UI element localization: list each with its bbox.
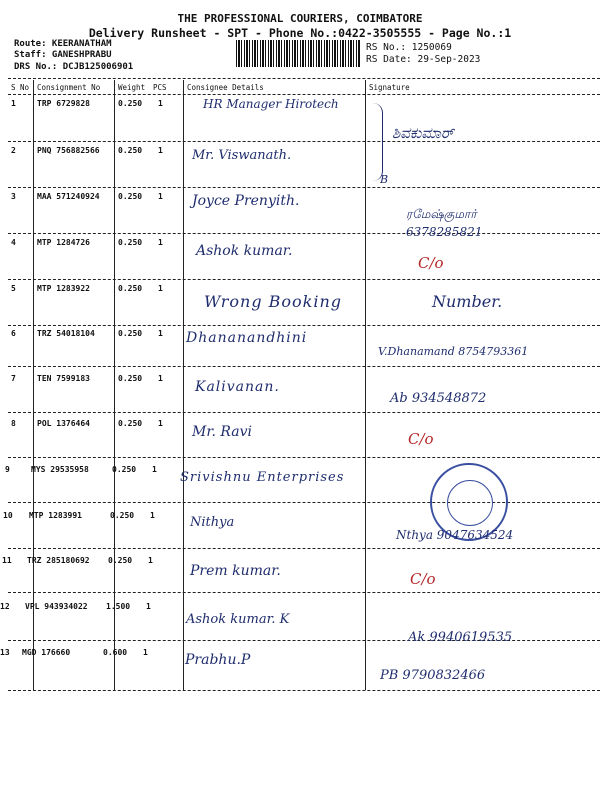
row-consignment: MTP 1284726 — [37, 238, 90, 247]
header-divider — [8, 94, 600, 95]
row-pcs: 1 — [148, 556, 153, 565]
row-sno: 2 — [11, 146, 16, 155]
col-weight: Weight — [118, 83, 146, 92]
row-pcs: 1 — [158, 238, 163, 247]
row-divider — [8, 690, 600, 691]
row-consignee: Dhananandhini — [186, 330, 308, 346]
row-weight: 0.250 — [112, 465, 137, 474]
row-signature: B — [380, 173, 389, 186]
row-consignee: Joyce Prenyith. — [192, 193, 300, 209]
row-pcs: 1 — [158, 284, 163, 293]
row-consignment: TEN 7599183 — [37, 374, 90, 383]
row-consignment: MGD 176660 — [22, 648, 71, 657]
stamp-inner-ring — [447, 480, 493, 526]
row-consignee: Ashok kumar. K — [186, 612, 290, 627]
row-weight: 0.250 — [118, 146, 143, 155]
company-title: THE PROFESSIONAL COURIERS, COIMBATORE — [177, 12, 423, 25]
row-divider — [8, 548, 600, 549]
row-divider — [8, 457, 600, 458]
row-consignee: Wrong Booking — [204, 292, 343, 311]
row-signature: PB 9790832466 — [380, 668, 486, 683]
col-sno: S No — [11, 83, 30, 92]
row-consignment: TRZ 285180692 — [27, 556, 90, 565]
col-consignment: Consignment No — [37, 83, 101, 92]
row-consignment: VPL 943934022 — [25, 602, 88, 611]
row-consignee: Mr. Viswanath. — [192, 148, 292, 163]
column-divider — [183, 80, 184, 690]
row-consignee: Mr. Ravi — [192, 424, 252, 440]
row-weight: 0.250 — [110, 511, 135, 520]
row-divider — [8, 279, 600, 280]
row-weight: 0.250 — [118, 192, 143, 201]
row-weight: 0.250 — [118, 329, 143, 338]
col-pcs: PCS — [153, 83, 167, 92]
staff-label: Staff: GANESHPRABU — [14, 50, 112, 60]
row-weight: 1.500 — [106, 602, 131, 611]
row-weight: 0.250 — [118, 238, 143, 247]
row-sno: 8 — [11, 419, 16, 428]
row-weight: 0.250 — [118, 284, 143, 293]
row-consignment: PNQ 756882566 — [37, 146, 100, 155]
row-pcs: 1 — [158, 329, 163, 338]
row-signature: Ak 9940619535 — [408, 630, 513, 645]
row-sno: 10 — [3, 511, 13, 520]
row-divider — [8, 325, 600, 326]
row-sno: 3 — [11, 192, 16, 201]
row-consignment: MAA 571240924 — [37, 192, 100, 201]
row-pcs: 1 — [146, 602, 151, 611]
col-consignee: Consignee Details — [187, 83, 264, 92]
row-weight: 0.250 — [118, 419, 143, 428]
col-signature: Signature — [369, 83, 410, 92]
column-divider — [114, 80, 115, 690]
row-signature: ரமேஷ்குமார் 6378285821 — [406, 207, 483, 239]
row-signature: Nthya 9047634524 — [396, 528, 514, 542]
column-divider — [33, 80, 34, 690]
row-consignment: MTP 1283922 — [37, 284, 90, 293]
row-pcs: 1 — [158, 192, 163, 201]
row-consignment: MYS 29535958 — [31, 465, 89, 474]
row-divider — [8, 187, 600, 188]
row-sno: 13 — [0, 648, 10, 657]
row-weight: 0.250 — [118, 99, 143, 108]
row-pcs: 1 — [158, 99, 163, 108]
row-consignment: MTP 1283991 — [29, 511, 82, 520]
row-consignment: TRZ 54018104 — [37, 329, 95, 338]
row-pcs: 1 — [143, 648, 148, 657]
row-sno: 7 — [11, 374, 16, 383]
row-consignee: Ashok kumar. — [196, 243, 293, 259]
row-sno: 5 — [11, 284, 16, 293]
row-weight: 0.250 — [108, 556, 133, 565]
rs-number: RS No.: 1250069 — [366, 42, 452, 53]
row-pcs: 1 — [158, 146, 163, 155]
row-pcs: 1 — [152, 465, 157, 474]
drs-number: DRS No.: DCJB125006901 — [14, 62, 134, 72]
row-consignment: POL 1376464 — [37, 419, 90, 428]
rs-date: RS Date: 29-Sep-2023 — [366, 54, 481, 65]
column-divider — [365, 80, 366, 690]
row-divider — [8, 412, 600, 413]
row-signature: V.Dhanamand 8754793361 — [378, 345, 529, 358]
row-sno: 6 — [11, 329, 16, 338]
runsheet-title: Delivery Runsheet - SPT - Phone No.:0422-3505555 - Page No.:1 — [88, 26, 512, 40]
barcode — [236, 40, 361, 67]
row-sno: 4 — [11, 238, 16, 247]
row-consignee: Kalivanan. — [195, 379, 280, 395]
row-signature: Number. — [432, 292, 503, 311]
row-consignee: Prabhu.P — [185, 652, 251, 668]
row-consignee: Srivishnu Enterprises — [180, 470, 345, 485]
row-signature: C/o — [410, 570, 436, 588]
row-pcs: 1 — [158, 374, 163, 383]
row-pcs: 1 — [150, 511, 155, 520]
row-divider — [8, 592, 600, 593]
row-sno: 11 — [2, 556, 12, 565]
row-sno: 9 — [5, 465, 10, 474]
row-sno: 1 — [11, 99, 16, 108]
row-consignee: Nithya — [190, 515, 235, 530]
row-signature: ಶಿವಕುಮಾರ್ — [392, 124, 454, 142]
row-weight: 0.600 — [103, 648, 128, 657]
row-signature: Ab 934548872 — [390, 391, 487, 406]
route-label: Route: KEERANATHAM — [14, 39, 112, 49]
row-divider — [8, 366, 600, 367]
handwritten-bracket — [370, 103, 383, 181]
row-signature: C/o — [408, 430, 434, 448]
row-divider — [8, 141, 600, 142]
row-consignee: HR Manager Hirotech — [203, 97, 339, 111]
row-signature: C/o — [418, 254, 444, 272]
row-sno: 12 — [0, 602, 10, 611]
row-consignee: Prem kumar. — [190, 563, 281, 579]
row-consignment: TRP 6729828 — [37, 99, 90, 108]
row-weight: 0.250 — [118, 374, 143, 383]
row-pcs: 1 — [158, 419, 163, 428]
header-divider — [8, 78, 600, 79]
row-divider — [8, 502, 600, 503]
